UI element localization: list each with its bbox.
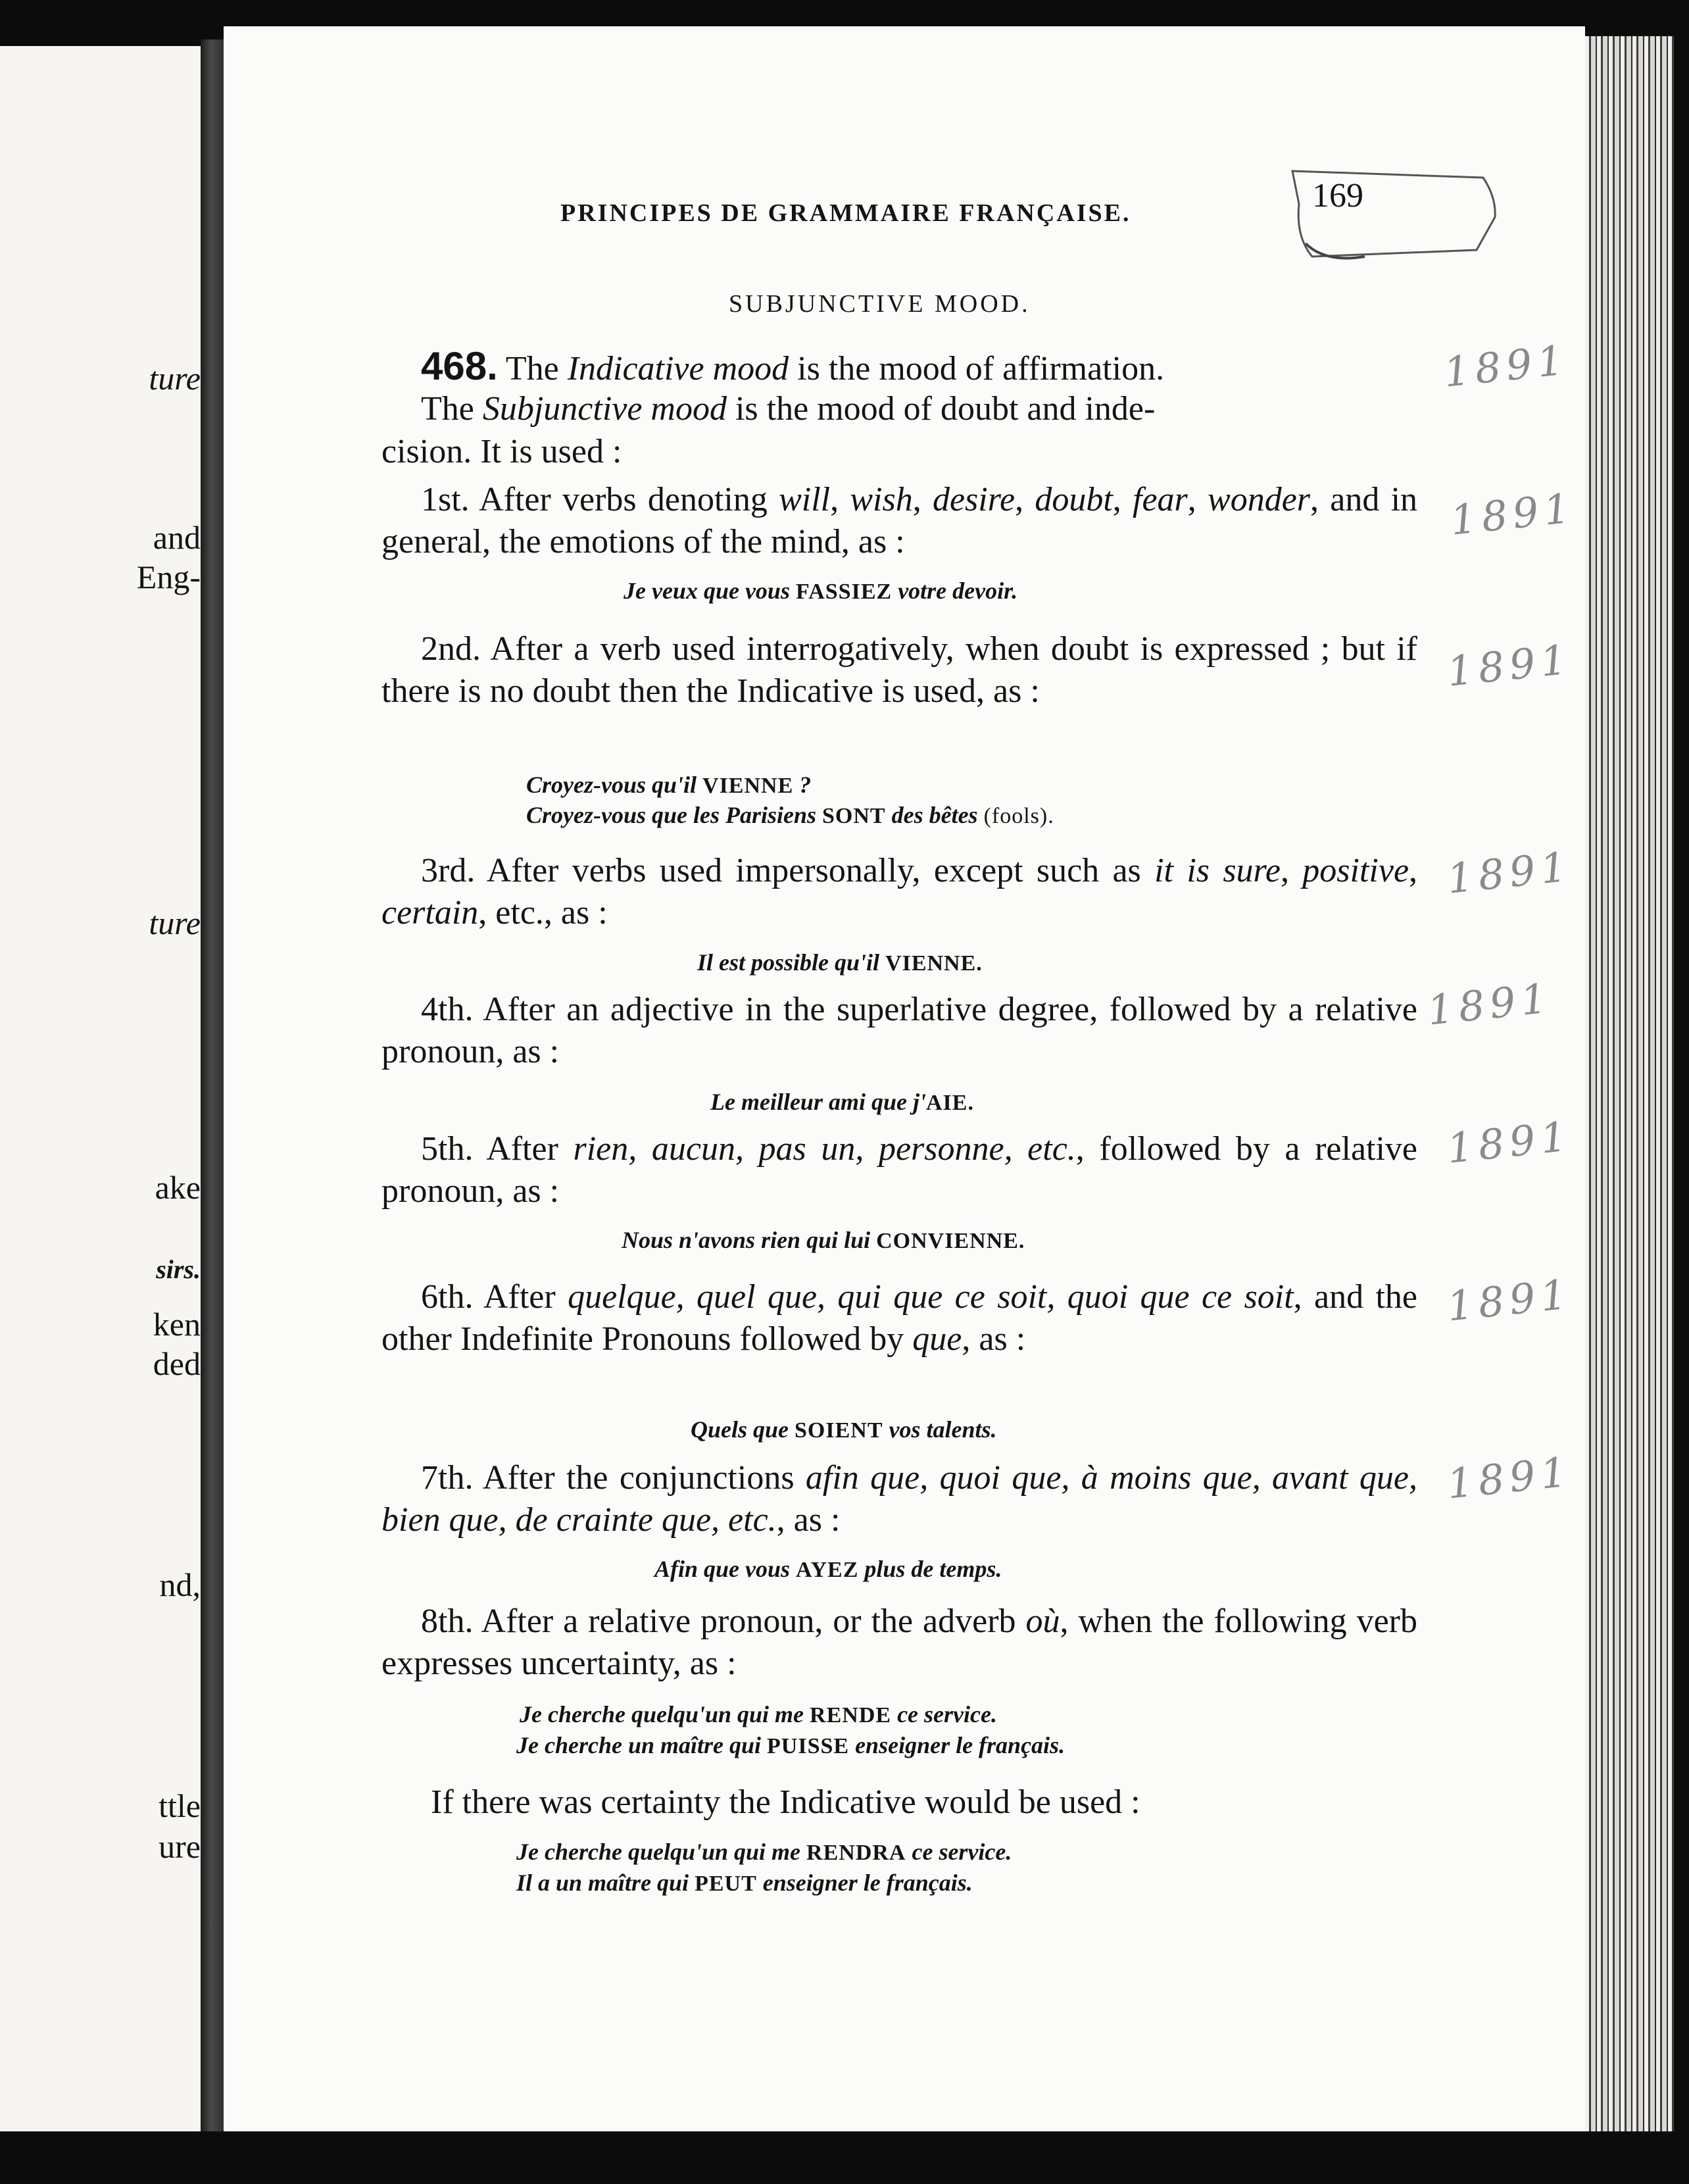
term: rien, aucun, pas un, personne, etc. bbox=[573, 1130, 1076, 1168]
page-edges bbox=[1585, 36, 1674, 2151]
term: desire bbox=[932, 481, 1016, 518]
term: que bbox=[912, 1320, 962, 1358]
text: , as : bbox=[776, 1501, 841, 1539]
term: Subjunctive mood bbox=[482, 390, 727, 428]
left-fragment: nd, bbox=[159, 1566, 201, 1603]
term: afin que, quoi que, à moins que, avant que, bien que, de crainte que, etc. bbox=[381, 1459, 1417, 1539]
rule-4 bbox=[381, 989, 1417, 1073]
text: votre devoir. bbox=[892, 578, 1018, 604]
rule-number: 5th. bbox=[421, 1130, 474, 1168]
verb: VIENNE. bbox=[885, 951, 983, 976]
text: , etc., as : bbox=[478, 894, 608, 931]
term: où bbox=[1025, 1602, 1060, 1640]
text: , bbox=[1409, 852, 1418, 889]
text: , followed by a relative pronoun, as : bbox=[381, 1130, 1417, 1210]
rule-number: 4th. bbox=[421, 991, 474, 1028]
verb: PUISSE bbox=[767, 1734, 850, 1758]
text: enseigner le français. bbox=[849, 1732, 1065, 1758]
term: wonder bbox=[1208, 481, 1311, 518]
certainty-note: If there was certainty the Indicative would be used : bbox=[431, 1783, 1140, 1821]
paragraph-number: 468. bbox=[421, 344, 498, 388]
text: des bêtes bbox=[885, 802, 984, 828]
margin-annotation: 1891 bbox=[1444, 1447, 1575, 1508]
text: enseigner le français. bbox=[756, 1870, 973, 1896]
text: After a relative pronoun, or the adverb bbox=[481, 1602, 1026, 1640]
term: fear bbox=[1133, 481, 1188, 518]
text: Il est possible qu'il bbox=[697, 949, 886, 976]
verb: PEUT bbox=[695, 1872, 757, 1896]
intro-line-3: cision. It is used : bbox=[381, 433, 622, 470]
verb: AIE. bbox=[925, 1091, 974, 1115]
left-fragment: sirs. bbox=[156, 1254, 201, 1284]
text: vos talents. bbox=[883, 1416, 997, 1443]
term: certain bbox=[381, 894, 479, 931]
example bbox=[516, 1730, 1065, 1762]
example bbox=[624, 576, 1017, 607]
text: After bbox=[486, 1130, 574, 1168]
margin-annotation: 1891 bbox=[1448, 484, 1578, 545]
text: , bbox=[830, 481, 850, 518]
text: Je cherche un maître qui bbox=[516, 1732, 768, 1758]
verb: RENDE bbox=[810, 1703, 892, 1727]
rule-8 bbox=[381, 1601, 1417, 1685]
text: , and in general, the emotions of the mind, as : bbox=[381, 481, 1418, 560]
text: Le meilleur ami que j' bbox=[710, 1089, 926, 1115]
text: After bbox=[483, 1278, 568, 1316]
rule-number: 7th. bbox=[421, 1459, 474, 1497]
text: After a verb used interrogatively, when doubt is expressed ; but if there is no doubt then the Indicative is used, as : bbox=[381, 630, 1417, 710]
verb: AYEZ bbox=[796, 1558, 859, 1582]
rule-7 bbox=[381, 1457, 1417, 1541]
margin-annotation: 1891 bbox=[1441, 335, 1571, 397]
verb: VIENNE bbox=[702, 774, 794, 798]
example bbox=[516, 1837, 1012, 1868]
page-number: 169 bbox=[1312, 177, 1363, 214]
rule-number: 8th. bbox=[421, 1602, 474, 1640]
book-gutter bbox=[201, 39, 227, 2138]
verb: SONT bbox=[822, 804, 886, 828]
text: plus de temps. bbox=[858, 1556, 1002, 1582]
term: quelque, quel que, qui que ce soit, quoi que ce soit bbox=[568, 1278, 1294, 1316]
text: After an adjective in the superlative degree, followed by a relative pronoun, as : bbox=[381, 991, 1417, 1070]
margin-annotation: 1891 bbox=[1444, 842, 1575, 903]
text: After verbs used impersonally, except such as bbox=[486, 852, 1155, 889]
text: ce service. bbox=[891, 1701, 997, 1727]
left-page-fragment bbox=[0, 46, 205, 2131]
text: Afin que vous bbox=[654, 1556, 796, 1582]
left-fragment: ttle bbox=[159, 1787, 201, 1824]
example bbox=[520, 1699, 997, 1731]
text: Je veux que vous bbox=[624, 578, 796, 604]
verb: CONVIENNE. bbox=[876, 1229, 1025, 1253]
text: Nous n'avons rien qui lui bbox=[622, 1227, 877, 1253]
text: , bbox=[1112, 481, 1133, 518]
intro-line-2 bbox=[421, 388, 1417, 430]
example bbox=[697, 947, 983, 979]
rule-5 bbox=[381, 1128, 1417, 1212]
left-fragment: ture bbox=[149, 360, 201, 397]
intro-line-1 bbox=[421, 345, 1417, 390]
text: Croyez-vous que les Parisiens bbox=[526, 802, 822, 828]
term: will bbox=[779, 481, 831, 518]
left-fragment: ken bbox=[153, 1306, 201, 1343]
text: ? bbox=[793, 772, 812, 798]
margin-annotation: 1891 bbox=[1425, 974, 1555, 1035]
example bbox=[526, 770, 811, 801]
example bbox=[622, 1225, 1025, 1256]
term: doubt bbox=[1035, 481, 1113, 518]
term: positive bbox=[1302, 852, 1409, 889]
text: (fools). bbox=[983, 804, 1054, 828]
text: is the mood of affirmation. bbox=[789, 350, 1165, 387]
scan-border bbox=[0, 2131, 1689, 2184]
rule-number: 2nd. bbox=[421, 630, 481, 668]
left-fragment: ded bbox=[153, 1345, 201, 1382]
left-fragment: ture bbox=[149, 905, 201, 941]
margin-annotation: 1891 bbox=[1444, 635, 1575, 696]
rule-number: 3rd. bbox=[421, 852, 476, 889]
term: wish bbox=[850, 481, 913, 518]
text: The bbox=[421, 390, 483, 428]
rule-number: 6th. bbox=[421, 1278, 474, 1316]
text: Je cherche quelqu'un qui me bbox=[516, 1839, 807, 1865]
example bbox=[516, 1868, 973, 1899]
margin-annotation: 1891 bbox=[1444, 1112, 1575, 1173]
text: , bbox=[1280, 852, 1303, 889]
running-title: PRINCIPES DE GRAMMAIRE FRANÇAISE. bbox=[560, 199, 1131, 227]
text: Croyez-vous qu'il bbox=[526, 772, 703, 798]
margin-annotation: 1891 bbox=[1444, 1270, 1575, 1331]
text: ce service. bbox=[906, 1839, 1012, 1865]
left-fragment: ake bbox=[155, 1169, 201, 1206]
section-title: SUBJUNCTIVE MOOD. bbox=[729, 290, 1031, 318]
rule-6 bbox=[381, 1276, 1417, 1360]
rule-3 bbox=[381, 850, 1417, 934]
text: The bbox=[505, 350, 568, 387]
example bbox=[654, 1554, 1002, 1585]
text: , bbox=[912, 481, 933, 518]
text: , as : bbox=[962, 1320, 1026, 1358]
left-fragment: and bbox=[153, 519, 201, 556]
text: , bbox=[1187, 481, 1196, 518]
text: Je cherche quelqu'un qui me bbox=[520, 1701, 810, 1727]
left-fragment: Eng- bbox=[136, 558, 201, 595]
rule-1 bbox=[381, 479, 1417, 563]
term: Indicative mood bbox=[567, 350, 789, 387]
verb: SOIENT bbox=[795, 1418, 883, 1443]
example bbox=[691, 1414, 997, 1446]
term: it is sure bbox=[1154, 852, 1281, 889]
example bbox=[710, 1087, 974, 1118]
text: , and the other Indefinite Pronouns followed by bbox=[381, 1278, 1418, 1358]
text: , bbox=[1015, 481, 1035, 518]
rule-2 bbox=[381, 628, 1417, 712]
text: After verbs denoting bbox=[479, 481, 779, 518]
verb: RENDRA bbox=[806, 1841, 906, 1865]
text: Il a un maître qui bbox=[516, 1870, 695, 1896]
text: Quels que bbox=[691, 1416, 795, 1443]
rule-number: 1st. bbox=[421, 481, 470, 518]
text: is the mood of doubt and inde- bbox=[726, 390, 1156, 428]
text: After the conjunctions bbox=[482, 1459, 806, 1497]
verb: FASSIEZ bbox=[795, 580, 893, 604]
left-fragment: ure bbox=[159, 1828, 201, 1865]
text: , when the following verb expresses uncertainty, as : bbox=[381, 1602, 1417, 1682]
example bbox=[526, 800, 1054, 831]
